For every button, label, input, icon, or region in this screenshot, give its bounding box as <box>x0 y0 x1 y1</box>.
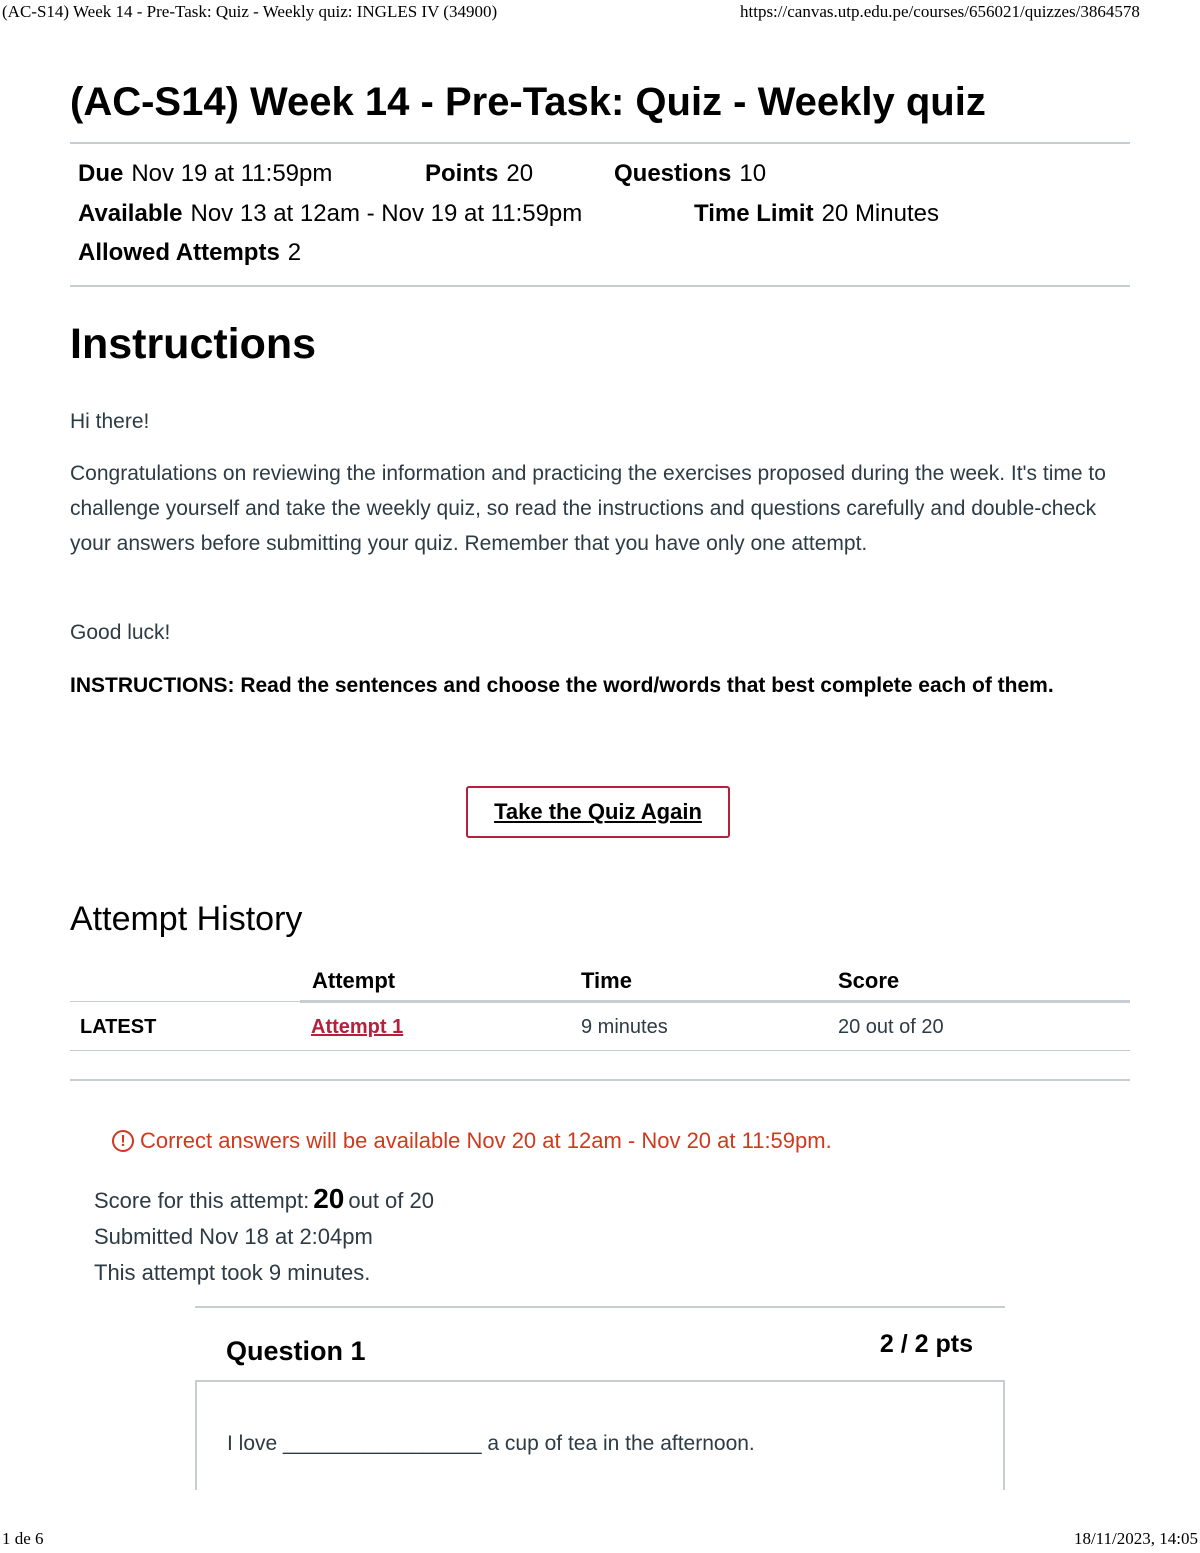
title-divider <box>70 142 1130 144</box>
notice-text: Correct answers will be available Nov 20 at 12am - Nov 20 at 11:59pm. <box>140 1128 832 1153</box>
questions-label: Questions <box>614 160 732 187</box>
quiz-allowed-attempts <box>78 239 301 267</box>
instructions-heading: Instructions <box>70 320 317 368</box>
question-title: Question 1 <box>226 1336 366 1366</box>
column-header-score: Score <box>838 968 900 993</box>
take-quiz-again-button[interactable]: Take the Quiz Again <box>466 786 730 838</box>
available-label: Available <box>78 200 183 227</box>
due-label: Due <box>78 160 124 187</box>
score-value: 20 <box>313 1183 345 1214</box>
score-suffix: out of 20 <box>348 1188 434 1213</box>
instructions-body: Congratulations on reviewing the information and practicing the exercises proposed during the week. It's time to challenge yourself and take the weekly quiz, so read the instructions and questions carefully and double-check your answers before submitting your quiz. Remember that you have only one attempt. <box>70 462 1106 555</box>
attempts-label: Allowed Attempts <box>78 239 280 266</box>
print-header-title: (AC-S14) Week 14 - Pre-Task: Quiz - Weekly quiz: INGLES IV (34900) <box>2 2 498 21</box>
quiz-available <box>78 200 582 228</box>
correct-answers-notice <box>112 1128 832 1154</box>
question-1 <box>195 1306 1005 1486</box>
quiz-points <box>425 160 533 188</box>
quiz-title: (AC-S14) Week 14 - Pre-Task: Quiz - Weekly quiz <box>70 80 986 124</box>
question-top-rule <box>195 1306 1005 1308</box>
quiz-questions <box>614 160 766 188</box>
print-header <box>2 2 1200 26</box>
table-row-top-rule <box>70 1001 300 1002</box>
page-number: 1 de 6 <box>2 1529 44 1548</box>
due-value: Nov 19 at 11:59pm <box>131 160 333 187</box>
instructions-directive: INSTRUCTIONS: Read the sentences and choose the word/words that best complete each of them. <box>70 674 1054 697</box>
question-body <box>195 1380 1005 1490</box>
available-value: Nov 13 at 12am - Nov 19 at 11:59pm <box>190 200 583 227</box>
instructions-good-luck: Good luck! <box>70 621 171 644</box>
points-label: Points <box>425 160 499 187</box>
submitted-time: Submitted Nov 18 at 2:04pm <box>94 1224 373 1249</box>
table-row-bottom-rule <box>70 1050 1130 1051</box>
question-text: I love _________________ a cup of tea in the afternoon. <box>227 1432 755 1455</box>
quiz-time-limit <box>694 200 939 228</box>
points-value: 20 <box>506 160 534 187</box>
latest-badge: LATEST <box>80 1016 157 1038</box>
quiz-due <box>78 160 332 188</box>
attempt-time: 9 minutes <box>581 1016 668 1038</box>
print-header-url: https://canvas.utp.edu.pe/courses/656021/quizzes/3864578 <box>740 2 1140 21</box>
column-header-time: Time <box>581 968 632 993</box>
time-limit-label: Time Limit <box>694 200 814 227</box>
details-divider <box>70 285 1130 287</box>
table-header-rule <box>300 1000 1130 1003</box>
history-divider <box>70 1079 1130 1081</box>
score-prefix: Score for this attempt: <box>94 1188 310 1213</box>
instructions-greeting: Hi there! <box>70 410 150 433</box>
attempt-1-link[interactable]: Attempt 1 <box>311 1016 404 1038</box>
print-datetime: 18/11/2023, 14:05 <box>1073 1529 1198 1548</box>
column-header-attempt: Attempt <box>312 968 396 993</box>
print-footer <box>2 1529 1198 1553</box>
attempt-duration: This attempt took 9 minutes. <box>94 1260 371 1285</box>
time-limit-value: 20 Minutes <box>821 200 939 227</box>
attempt-score: 20 out of 20 <box>838 1016 944 1038</box>
questions-value: 10 <box>739 160 767 187</box>
attempt-history-heading: Attempt History <box>70 900 303 938</box>
question-points: 2 / 2 pts <box>879 1330 973 1358</box>
warning-circle-icon: ! <box>112 1130 134 1152</box>
attempt-score-summary <box>94 1183 434 1215</box>
attempts-value: 2 <box>287 239 302 266</box>
